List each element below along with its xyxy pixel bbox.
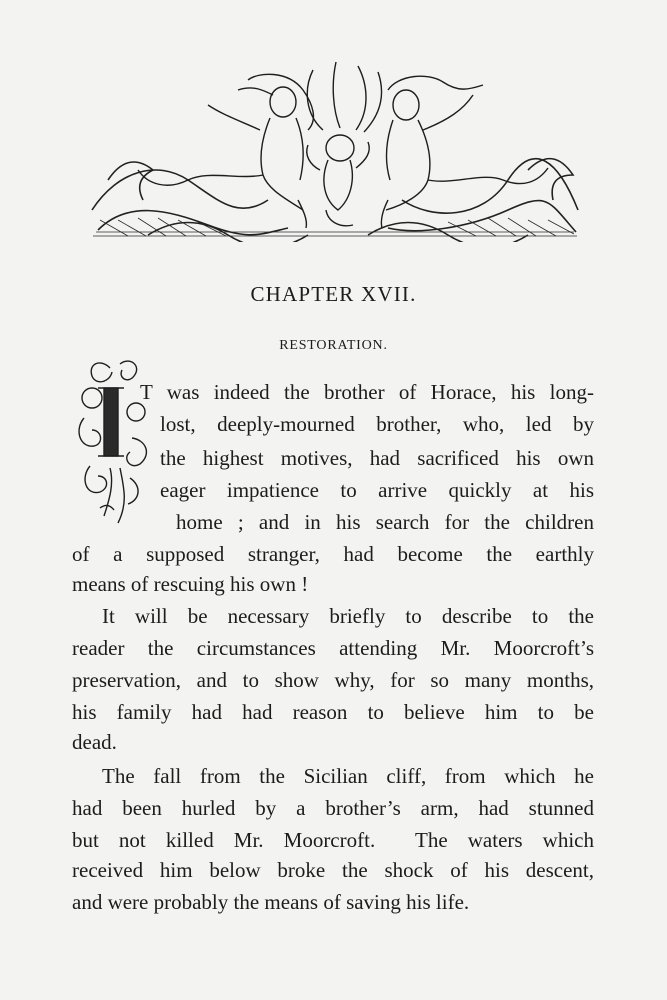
text-line [160, 478, 594, 502]
text-line [72, 730, 594, 754]
text-line-content: reader the circumstances attending Mr. Moorcroft’s [72, 636, 594, 660]
text-line [72, 700, 594, 724]
text-line-content: the highest motives, had sacrificed his own [160, 446, 594, 470]
text-line [160, 412, 594, 436]
text-line [72, 542, 594, 566]
text-line [72, 796, 594, 820]
text-line-content: It will be necessary briefly to describe to the [102, 604, 594, 628]
text-line-content: received him below broke the shock of his descent, [72, 858, 594, 882]
text-line [72, 572, 594, 596]
text-line-content: T was indeed the brother of Horace, his long- [140, 380, 594, 404]
text-line [102, 764, 594, 788]
text-line-content: his family had had reason to believe him to be [72, 700, 594, 724]
chapter-subtitle: RESTORATION. [279, 338, 388, 353]
chapter-title: CHAPTER XVII. [250, 282, 417, 306]
text-line-content: and were probably the means of saving his life. [72, 890, 470, 914]
text-line [72, 668, 594, 692]
text-line-content: dead. [72, 730, 117, 754]
text-line-content: home ; and in his search for the children [176, 510, 594, 534]
text-line [72, 890, 594, 914]
text-line [102, 604, 594, 628]
text-line-content: of a supposed stranger, had become the earthly [72, 542, 594, 566]
text-line-content: means of rescuing his own ! [72, 572, 309, 596]
text-line-content: had been hurled by a brother’s arm, had stunned [72, 796, 594, 820]
text-line-content: The fall from the Sicilian cliff, from which he [102, 764, 594, 788]
text-line [176, 510, 594, 534]
text-line [140, 380, 594, 404]
text-line-content: but not killed Mr. Moorcroft. The waters which [72, 828, 594, 852]
text-line-content: preservation, and to show why, for so many months, [72, 668, 594, 692]
text-line [72, 828, 594, 852]
text-line [72, 636, 594, 660]
ornamental-headpiece-illustration [88, 60, 582, 242]
text-line [160, 446, 594, 470]
text-line-content: eager impatience to arrive quickly at his [160, 478, 594, 502]
text-line-content: lost, deeply-mourned brother, who, led by [160, 412, 594, 436]
text-line [72, 858, 594, 882]
